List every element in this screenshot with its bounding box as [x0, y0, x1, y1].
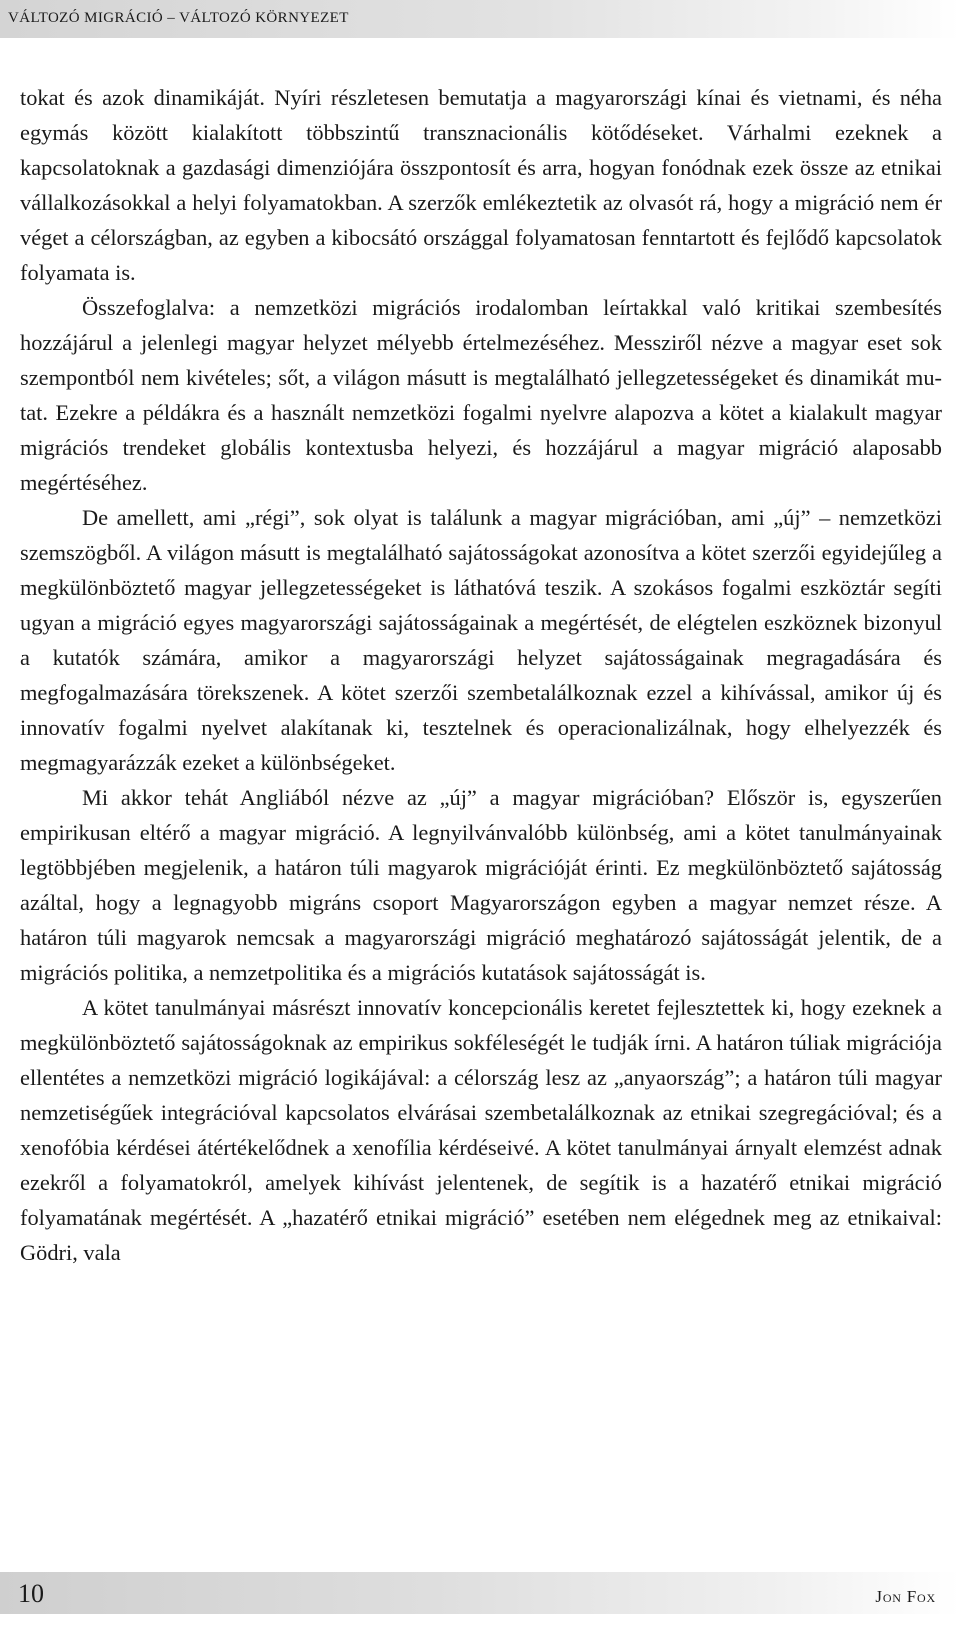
footer-bar	[0, 1572, 960, 1614]
paragraph: De amellett, ami „régi”, sok olyat is találunk a magyar migrációban, ami „új” – nemzetközi szemszögből. A világon másutt is megtalálható sajátosságokat azonosítva a kötet szerzői egyidejűleg a megkülönböztető magyar jellegzetességeket is láthatóvá teszik. A szokásos fogalmi eszköztár segíti ugyan a migráció egyes magyarországi sajátosságainak a megértését, de elégtelen eszköznek bizonyul a kutatók számára, amikor a magyarországi helyzet sajátosságainak megragadására és megfogalmazására törekszenek. A kötet szerzői szembetalálkoznak ezzel a kihívással, amikor új és innovatív fogalmi nyelvet alakítanak ki, tesztelnek és operacionalizálnak, hogy elhelyezzék és megmagyarázzák ezeket a különbségeket.	[20, 505, 942, 775]
running-foot-author: Jon Fox	[875, 1587, 936, 1606]
page-body	[20, 80, 942, 1270]
paragraph: A kötet tanulmányai másrészt innovatív koncepcionális keretet fejlesztettek ki, hogy ezeknek a megkülönböztető sajátosságoknak az empirikus sokféleségét le tudják írni. A határon túliak migrációja ellentétes a nemzetközi migráció logikájával: a célország lesz az „anyaország”; a határon túli magyar nemzetiségűek integrációval kapcsolatos elvárásai szembetalálkoznak az etnikai szegregációval; és a xenofóbia kérdései átértékelődnek a xenofília kérdéseivé. A kötet tanulmányai árnyalt elemzést adnak ezekről a folyamatokról, amelyek kihívást jelentenek, de segítik is a hazatérő etnikai migráció folyamatának megértését. A „hazatérő etnikai migráció” esetében nem elégednek meg az etnikaival: Gödri, vala	[20, 995, 942, 1265]
paragraph: Mi akkor tehát Angliából nézve az „új” a magyar migrációban? Először is, egyszerűen empirikusan eltérő a magyar migráció. A legnyilvánvalóbb különbség, ami a kötet tanulmányainak legtöbbjében megjelenik, a határon túli magyarok migrációját érinti. Ez megkülönböztető sajátosság azáltal, hogy a legnagyobb migráns csoport Magyarországon egyben a magyar nemzet része. A határon túli magyarok nemcsak a magyarországi migráció meghatározó sajátosságát jelentik, de a migrációs politika, a nemzetpolitika és a migrációs kutatások sajátosságát is.	[20, 785, 942, 985]
running-head: VÁLTOZÓ MIGRÁCIÓ – VÁLTOZÓ KÖRNYEZET	[8, 10, 349, 26]
paragraph: tokat és azok dinamikáját. Nyíri részletesen bemutatja a magyarországi kínai és vietnami, és néha egymás között kialakított többszintű transznacionális kötődéseket. Várhalmi ezeknek a kapcsolatoknak a gazdasági dimenziójára összpontosít és arra, hogyan fonódnak ezek össze az etnikai vállalkozásokkal a helyi folyamatokban. A szerzők emlékeztetik az olvasót rá, hogy a migráció nem ér véget a célországban, az egyben a kibocsátó országgal folyamatosan fenntartott és fejlődő kapcsolatok folyamata is.	[20, 85, 942, 285]
page-number: 10	[18, 1579, 44, 1608]
paragraph: Összefoglalva: a nemzetközi migrációs irodalomban leírtakkal való kritikai szembesítés hozzájárul a jelenlegi magyar helyzet mélyebb értelmezéséhez. Messziről nézve a magyar eset sok szempontból nem kivételes; sőt, a világon másutt is megtalálható jellegzetességeket és dinamikát mutat. Ezekre a példákra és a használt nemzetközi fogalmi nyelvre alapozva a kötet a kialakult magyar migrációs trendeket globális kontextusba helyezi, és hozzájárul a magyar migráció alaposabb megértéséhez.	[20, 295, 942, 495]
